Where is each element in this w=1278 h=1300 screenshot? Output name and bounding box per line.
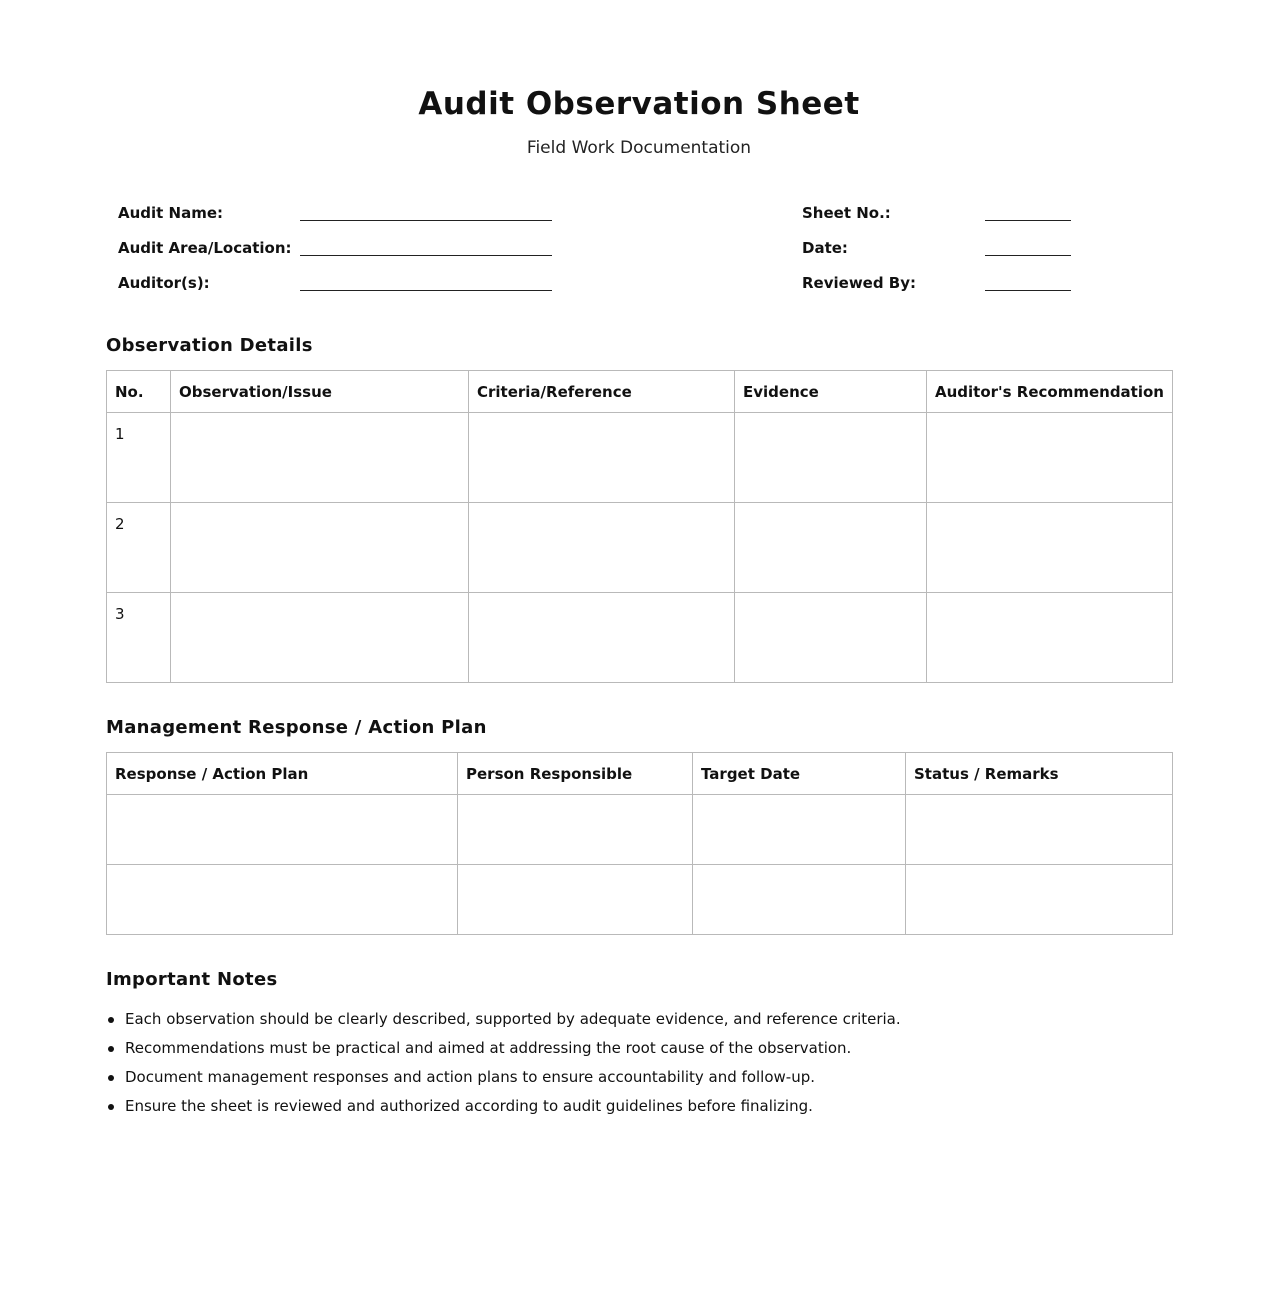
list-item: Ensure the sheet is reviewed and authorized according to audit guidelines before finalizing. <box>106 1093 901 1122</box>
status-cell[interactable] <box>906 795 1173 865</box>
row-number: 1 <box>107 413 171 503</box>
audit-name-field[interactable] <box>300 219 552 221</box>
list-item: Document management responses and action plans to ensure accountability and follow-up. <box>106 1064 901 1093</box>
audit-area-label: Audit Area/Location: <box>118 239 292 257</box>
reviewed-by-field[interactable] <box>985 289 1071 291</box>
management-table <box>106 752 1173 935</box>
table-header-row <box>107 753 1173 795</box>
status-cell[interactable] <box>906 865 1173 935</box>
col-observation: Observation/Issue <box>171 371 469 413</box>
recommendation-cell[interactable] <box>927 413 1173 503</box>
col-status: Status / Remarks <box>906 753 1173 795</box>
target-date-cell[interactable] <box>693 865 906 935</box>
table-header-row <box>107 371 1173 413</box>
criteria-cell[interactable] <box>469 593 735 683</box>
criteria-cell[interactable] <box>469 503 735 593</box>
recommendation-cell[interactable] <box>927 593 1173 683</box>
list-item: Each observation should be clearly described, supported by adequate evidence, and reference criteria. <box>106 1006 901 1035</box>
management-response-heading: Management Response / Action Plan <box>106 717 487 738</box>
important-notes-heading: Important Notes <box>106 969 278 990</box>
row-number: 2 <box>107 503 171 593</box>
page-title: Audit Observation Sheet <box>418 86 860 122</box>
recommendation-cell[interactable] <box>927 503 1173 593</box>
auditors-field[interactable] <box>300 289 552 291</box>
response-cell[interactable] <box>107 795 458 865</box>
observation-cell[interactable] <box>171 593 469 683</box>
evidence-cell[interactable] <box>735 503 927 593</box>
col-target-date: Target Date <box>693 753 906 795</box>
criteria-cell[interactable] <box>469 413 735 503</box>
col-evidence: Evidence <box>735 371 927 413</box>
col-no: No. <box>107 371 171 413</box>
date-label: Date: <box>802 239 848 257</box>
person-cell[interactable] <box>458 865 693 935</box>
list-item: Recommendations must be practical and aimed at addressing the root cause of the observation. <box>106 1035 901 1064</box>
sheet-no-field[interactable] <box>985 219 1071 221</box>
reviewed-by-label: Reviewed By: <box>802 274 917 292</box>
table-row <box>107 795 1173 865</box>
audit-area-field[interactable] <box>300 254 552 256</box>
auditors-label: Auditor(s): <box>118 274 210 292</box>
table-row <box>107 413 1173 503</box>
observation-table <box>106 370 1173 683</box>
response-cell[interactable] <box>107 865 458 935</box>
observation-cell[interactable] <box>171 503 469 593</box>
observation-details-heading: Observation Details <box>106 335 313 356</box>
row-number: 3 <box>107 593 171 683</box>
table-row <box>107 503 1173 593</box>
notes-list <box>106 1006 901 1122</box>
evidence-cell[interactable] <box>735 413 927 503</box>
date-field[interactable] <box>985 254 1071 256</box>
col-criteria: Criteria/Reference <box>469 371 735 413</box>
sheet-no-label: Sheet No.: <box>802 204 891 222</box>
table-row <box>107 593 1173 683</box>
person-cell[interactable] <box>458 795 693 865</box>
target-date-cell[interactable] <box>693 795 906 865</box>
page-subtitle: Field Work Documentation <box>526 138 752 158</box>
audit-name-label: Audit Name: <box>118 204 224 222</box>
col-response: Response / Action Plan <box>107 753 458 795</box>
observation-cell[interactable] <box>171 413 469 503</box>
table-row <box>107 865 1173 935</box>
col-recommendation: Auditor's Recommendation <box>927 371 1173 413</box>
evidence-cell[interactable] <box>735 593 927 683</box>
col-person-responsible: Person Responsible <box>458 753 693 795</box>
